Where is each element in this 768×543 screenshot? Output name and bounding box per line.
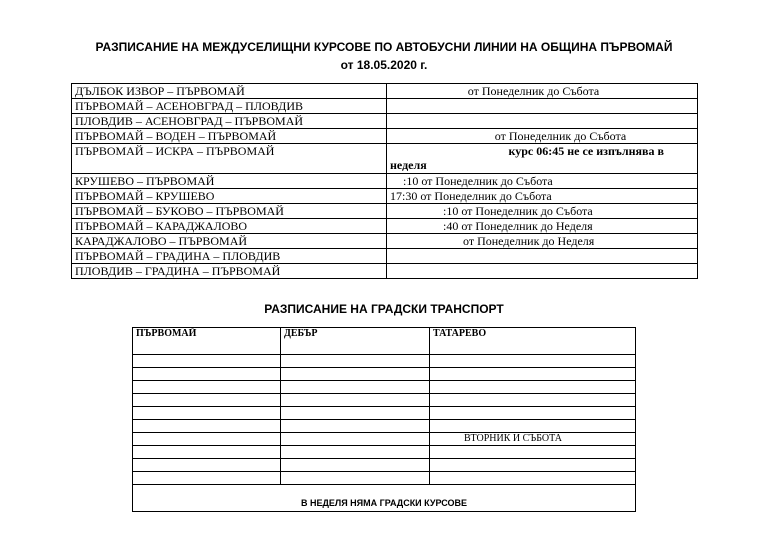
- city-note: ВТОРНИК И СЪБОТА: [430, 433, 636, 446]
- schedule-cell: [387, 99, 698, 114]
- table-row: [133, 459, 636, 472]
- schedule-note-line1: курс 06:45 не се изпълнява в: [508, 144, 664, 158]
- table-row: [72, 84, 698, 99]
- city-transport-table: [132, 327, 636, 512]
- table-row: [72, 249, 698, 264]
- route-cell: ПЪРВОМАЙ – АСЕНОВГРАД – ПЛОВДИВ: [72, 99, 387, 114]
- column-header: ДЕБЪР: [281, 328, 430, 355]
- page-subtitle-date: от 18.05.2020 г.: [340, 58, 428, 72]
- schedule-cell: :10 от Понеделник до Събота: [387, 204, 698, 219]
- intercity-schedule-table: [71, 83, 698, 279]
- table-row: [133, 446, 636, 459]
- schedule-cell: 17:30 от Понеделник до Събота: [387, 189, 698, 204]
- table-row: [133, 368, 636, 381]
- table-row: [72, 99, 698, 114]
- route-cell: ПЪРВОМАЙ – БУКОВО – ПЪРВОМАЙ: [72, 204, 387, 219]
- route-cell: КРУШЕВО – ПЪРВОМАЙ: [72, 174, 387, 189]
- city-footer-note: В НЕДЕЛЯ НЯМА ГРАДСКИ КУРСОВЕ: [133, 485, 636, 512]
- table-row: [72, 129, 698, 144]
- table-row: [72, 174, 698, 189]
- column-header: ПЪРВОМАЙ: [133, 328, 281, 355]
- table-row: [133, 433, 636, 446]
- route-cell: ДЪЛБОК ИЗВОР – ПЪРВОМАЙ: [72, 84, 387, 99]
- schedule-cell: от Понеделник до Събота: [387, 129, 698, 144]
- route-cell: ПЛОВДИВ – АСЕНОВГРАД – ПЪРВОМАЙ: [72, 114, 387, 129]
- table-row: [72, 144, 698, 174]
- route-cell: ПЪРВОМАЙ – КРУШЕВО: [72, 189, 387, 204]
- table-row: [133, 381, 636, 394]
- table-row: [72, 234, 698, 249]
- table-row: [72, 264, 698, 279]
- table-row: [72, 204, 698, 219]
- table-row: [72, 114, 698, 129]
- route-cell: ПЪРВОМАЙ – ВОДЕН – ПЪРВОМАЙ: [72, 129, 387, 144]
- route-cell: КАРАДЖАЛОВО – ПЪРВОМАЙ: [72, 234, 387, 249]
- table-row: [133, 407, 636, 420]
- table-row: [72, 189, 698, 204]
- schedule-cell: [387, 144, 698, 174]
- route-cell: ПЪРВОМАЙ – КАРАДЖАЛОВО: [72, 219, 387, 234]
- route-cell: ПЛОВДИВ – ГРАДИНА – ПЪРВОМАЙ: [72, 264, 387, 279]
- schedule-cell: [387, 249, 698, 264]
- schedule-cell: от Понеделник до Неделя: [387, 234, 698, 249]
- schedule-cell: [387, 264, 698, 279]
- table-row: [133, 394, 636, 407]
- city-transport-title: РАЗПИСАНИЕ НА ГРАДСКИ ТРАНСПОРТ: [264, 302, 504, 316]
- schedule-cell: :10 от Понеделник до Събота: [387, 174, 698, 189]
- schedule-cell: :40 от Понеделник до Неделя: [387, 219, 698, 234]
- schedule-cell: от Понеделник до Събота: [387, 84, 698, 99]
- table-footer-row: [133, 485, 636, 512]
- table-row: [133, 355, 636, 368]
- table-row: [133, 472, 636, 485]
- schedule-note-line2: неделя: [390, 158, 427, 172]
- page-title: РАЗПИСАНИЕ НА МЕЖДУСЕЛИЩНИ КУРСОВЕ ПО АВТОБУСНИ ЛИНИИ НА ОБЩИНА ПЪРВОМАЙ: [95, 40, 673, 54]
- table-row: [72, 219, 698, 234]
- route-cell: ПЪРВОМАЙ – ГРАДИНА – ПЛОВДИВ: [72, 249, 387, 264]
- column-header: ТАТАРЕВО: [430, 328, 636, 355]
- route-cell: ПЪРВОМАЙ – ИСКРА – ПЪРВОМАЙ: [72, 144, 387, 174]
- table-row: [133, 420, 636, 433]
- schedule-cell: [387, 114, 698, 129]
- table-header-row: [133, 328, 636, 355]
